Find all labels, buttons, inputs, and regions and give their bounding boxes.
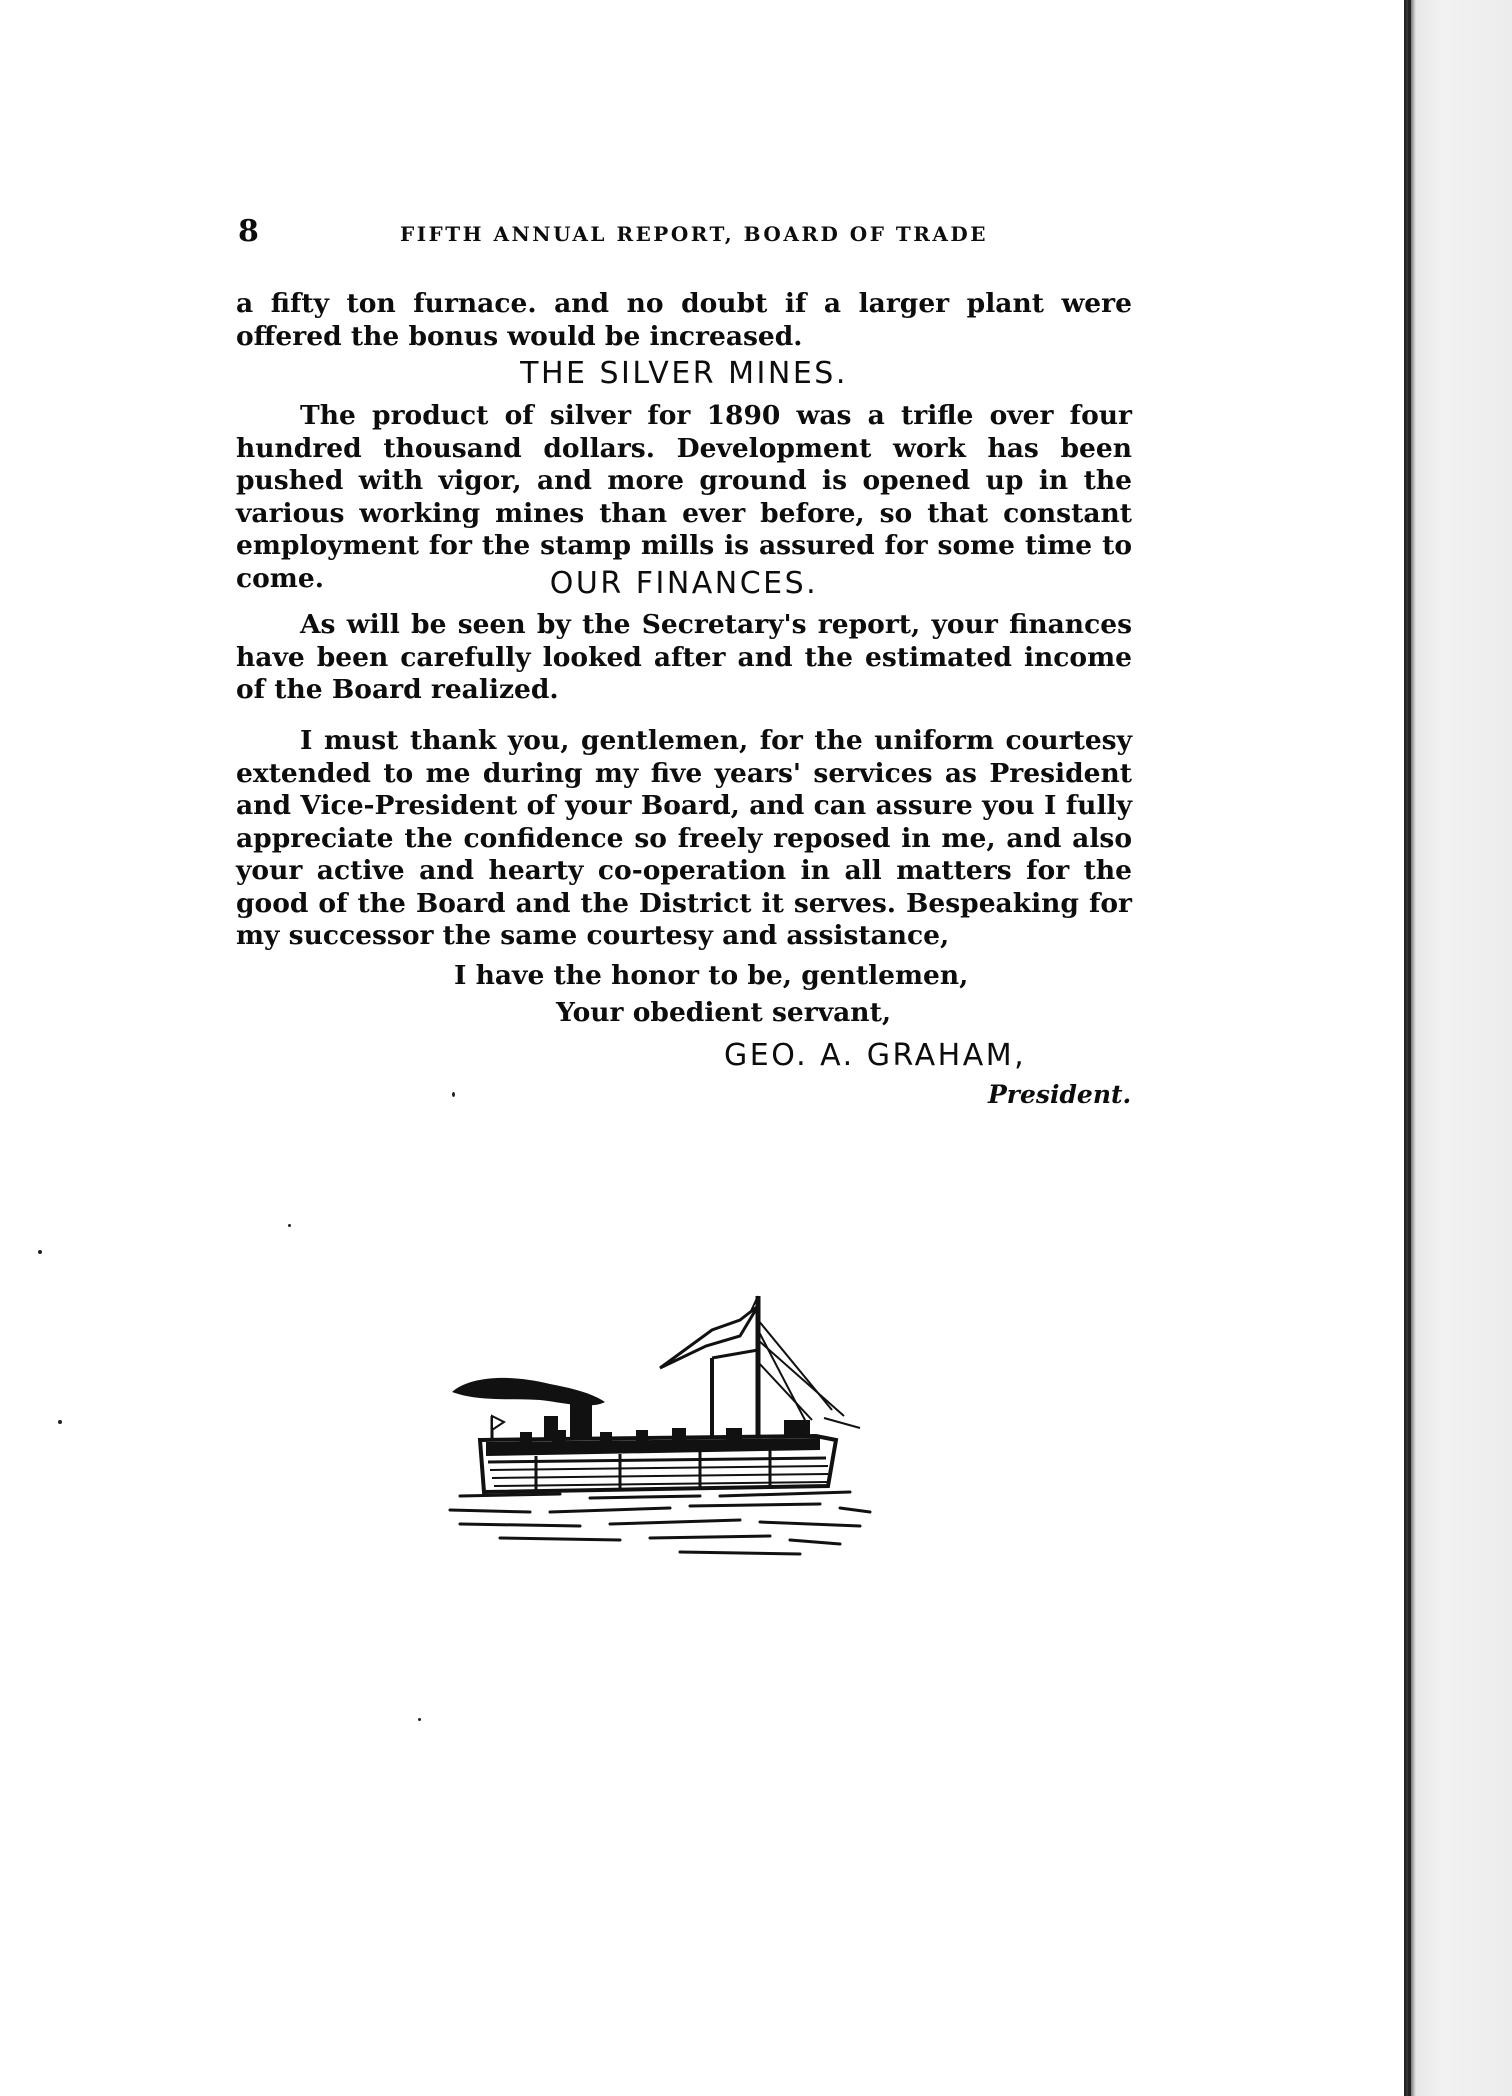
silver-mines-paragraph: The product of silver for 1890 was a trifle over four hundred thousand dollars. Development work has been pushed with vigor, and more ground is opened up in the various working mines than ever before, so that constant employment for the stamp mills is assured for some time to come. <box>236 400 1132 594</box>
closing-salutation: I have the honor to be, gentlemen, <box>454 960 969 991</box>
signer-name: GEO. A. GRAHAM, <box>724 1038 1027 1073</box>
finances-paragraph: As will be seen by the Secretary's report, your finances have been carefully looked after and the estimated income of the Board realized. <box>236 609 1132 705</box>
finances-heading: OUR FINANCES. <box>549 566 819 601</box>
signer-title: President. <box>988 1080 1132 1109</box>
steamship-icon <box>440 1290 900 1580</box>
ink-speck <box>288 1224 291 1227</box>
page-edge-line <box>1408 0 1411 2096</box>
page-edge-shadow <box>1404 0 1512 2096</box>
closing-servant: Your obedient servant, <box>556 997 892 1028</box>
ink-speck <box>38 1250 42 1254</box>
ink-speck <box>452 1092 455 1097</box>
running-head-title: FIFTH ANNUAL REPORT, BOARD OF TRADE <box>400 222 988 246</box>
thanks-paragraph: I must thank you, gentlemen, for the uniform courtesy extended to me during my five years' services as President and Vice-President of your Board, and can assure you I fully appreciate the confidence so freely reposed in me, and also your active and hearty co-operation in all matters for the good of the Board and the District it serves. Bespeaking for my successor the same courtesy and assistance, <box>236 725 1132 951</box>
running-head <box>238 214 1138 254</box>
silver-mines-heading: THE SILVER MINES. <box>520 356 848 391</box>
opening-paragraph: a fifty ton furnace. and no doubt if a larger plant were offered the bonus would be increased. <box>236 288 1132 352</box>
ink-speck <box>58 1420 62 1424</box>
page-number: 8 <box>238 214 259 249</box>
ink-speck <box>418 1718 421 1721</box>
